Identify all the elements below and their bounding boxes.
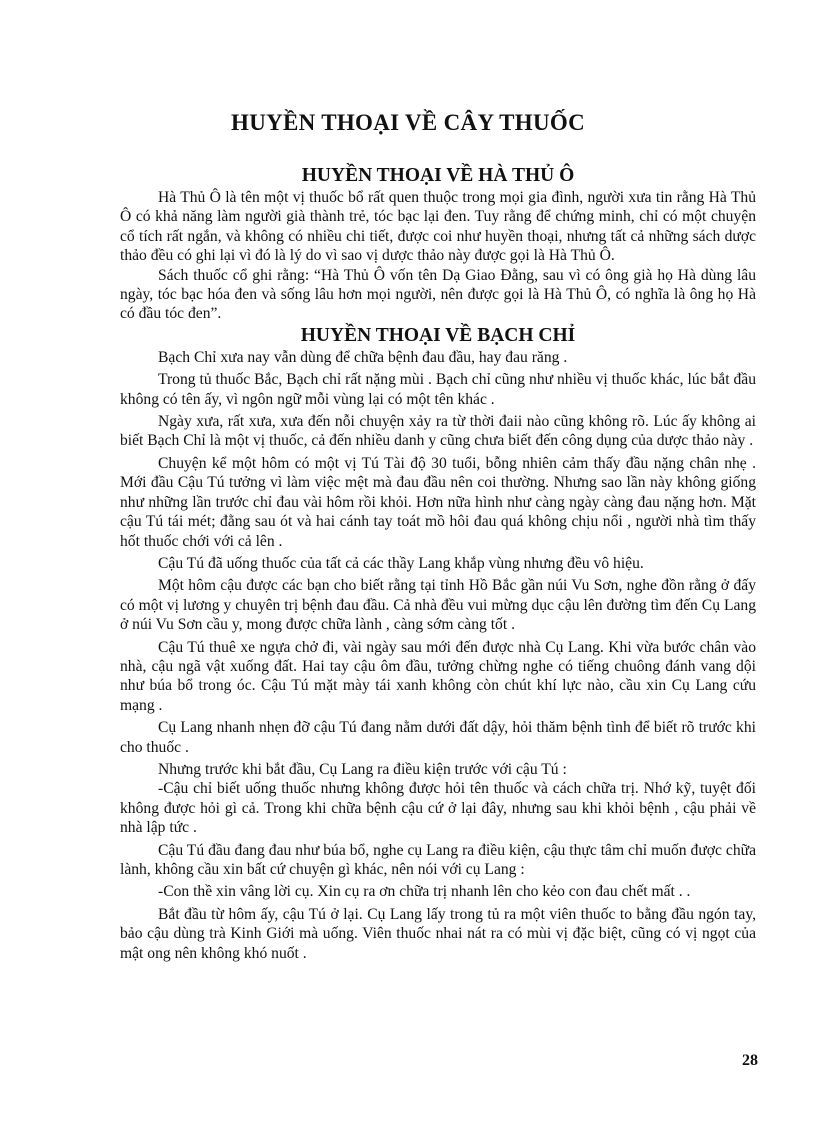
- section-heading-bach-chi: HUYỀN THOẠI VỀ BẠCH CHỈ: [300, 324, 576, 346]
- section-heading-ha-thu-o: HUYỀN THOẠI VỀ HÀ THỦ Ô: [301, 165, 575, 186]
- paragraph: Cậu Tú đã uống thuốc của tất cả các thầy Lang khắp vùng nhưng đều vô hiệu.: [158, 554, 644, 572]
- paragraph: Trong tủ thuốc Bắc, Bạch chỉ rất nặng mùi . Bạch chỉ cũng như nhiều vị thuốc khác, lúc bắt đầu không có tên ấy, vì ngôn ngữ mỗi vùng lại có một tên khác .: [120, 371, 756, 408]
- page-number: 28: [742, 1052, 758, 1069]
- paragraph: Nhưng trước khi bắt đầu, Cụ Lang ra điều kiện trước với cậu Tú :: [158, 760, 567, 778]
- paragraph: Chuyện kể một hôm có một vị Tú Tài độ 30 tuổi, bỗng nhiên cảm thấy đầu nặng chân nhẹ . Mới đầu Cậu Tú tưởng vì làm việc mệt mà đau đầu nên coi thường. Nhưng sao lần này không giống như những lần trước chỉ đau vài hôm rồi khỏi. Hơn nữa hình như càng ngày càng đau nặng hơn. Mặt cậu Tú tái mét; đằng sau ót và hai cánh tay toát mồ hôi đau quá không chịu nổi , người nhà tìm thấy hốt thuốc chới với cả lên .: [120, 454, 756, 550]
- page-title: HUYỀN THOẠI VỀ CÂY THUỐC: [231, 110, 585, 135]
- paragraph: -Cậu chỉ biết uống thuốc nhưng không được hỏi tên thuốc và cách chữa trị. Nhớ kỹ, tuyệt đối không được hỏi gì cả. Trong khi chữa bệnh cậu cứ ở lại đây, nhưng sau khi khỏi bệnh , cậu phải về nhà lập tức .: [120, 780, 756, 837]
- paragraph: Cậu Tú đầu đang đau như búa bổ, nghe cụ Lang ra điều kiện, cậu thực tâm chỉ muốn được chữa lành, không cầu xin bất cứ chuyện gì khác, nên nói với cụ Lang :: [120, 841, 756, 878]
- paragraph: Cậu Tú thuê xe ngựa chở đi, vài ngày sau mới đến được nhà Cụ Lang. Khi vừa bước chân vào nhà, cậu ngã vật xuống đất. Hai tay cậu ôm đầu, tưởng chừng nghe có tiếng chuông đánh vang dội như búa bổ trong óc. Cậu Tú mặt mày tái xanh không còn chút khí lực nào, cầu xin Cụ Lang cứu mạng .: [120, 638, 756, 714]
- paragraph: -Con thề xin vâng lời cụ. Xin cụ ra ơn chữa trị nhanh lên cho kẻo con đau chết mất . .: [158, 883, 691, 901]
- paragraph: Sách thuốc cổ ghi rằng: “Hà Thủ Ô vốn tên Dạ Giao Đằng, sau vì có ông già họ Hà dùng lâu ngày, tóc bạc hóa đen và sống lâu hơn mọi người, nên được gọi là Hà Thủ Ô, có nghĩa là ông họ Hà có đầu tóc đen”.: [120, 266, 756, 323]
- document-body: [120, 164, 756, 963]
- paragraph: Một hôm cậu được các bạn cho biết rằng tại tỉnh Hồ Bắc gần núi Vu Sơn, nghe đồn rằng ở đấy có một vị lương y chuyên trị bệnh đau đầu. Cả nhà đều vui mừng dục cậu lên đường tìm đến Cụ Lang ở núi Vu Sơn cầu y, mong được chữa lành , càng sớm càng tốt .: [120, 577, 756, 634]
- paragraph: Hà Thủ Ô là tên một vị thuốc bổ rất quen thuộc trong mọi gia đình, người xưa tin rằng Hà Thủ Ô có khả năng làm người già thành trẻ, tóc bạc lại đen. Tuy rằng để chứng minh, chỉ có một chuyện cổ tích rất ngắn, và không có nhiều chi tiết, được coi như huyền thoại, nhưng tất cả những sách dược thảo đều có ghi lại vì đó là lý do vì sao vị dược thảo này được gọi là Hà Thủ Ô.: [120, 189, 756, 265]
- paragraph: Bạch Chỉ xưa nay vẫn dùng để chữa bệnh đau đầu, hay đau răng .: [158, 348, 568, 366]
- paragraph: Cụ Lang nhanh nhẹn đỡ cậu Tú đang nằm dưới đất dậy, hỏi thăm bệnh tình để biết rõ trước khi cho thuốc .: [120, 719, 756, 756]
- paragraph: Ngày xưa, rất xưa, xưa đến nỗi chuyện xảy ra từ thời đaii nào cũng không rõ. Lúc ấy không ai biết Bạch Chỉ là một vị thuốc, cả đến nhiều danh y cũng chưa biết đến công dụng của dược thảo này .: [120, 413, 756, 450]
- paragraph: Bắt đầu từ hôm ấy, cậu Tú ở lại. Cụ Lang lấy trong tủ ra một viên thuốc to bằng đầu ngón tay, bảo cậu dùng trà Kinh Giới mà uống. Viên thuốc nhai nát ra có mùi vị đặc biệt, cũng có vị ngọt của mật ong nên không khó nuốt .: [120, 905, 756, 962]
